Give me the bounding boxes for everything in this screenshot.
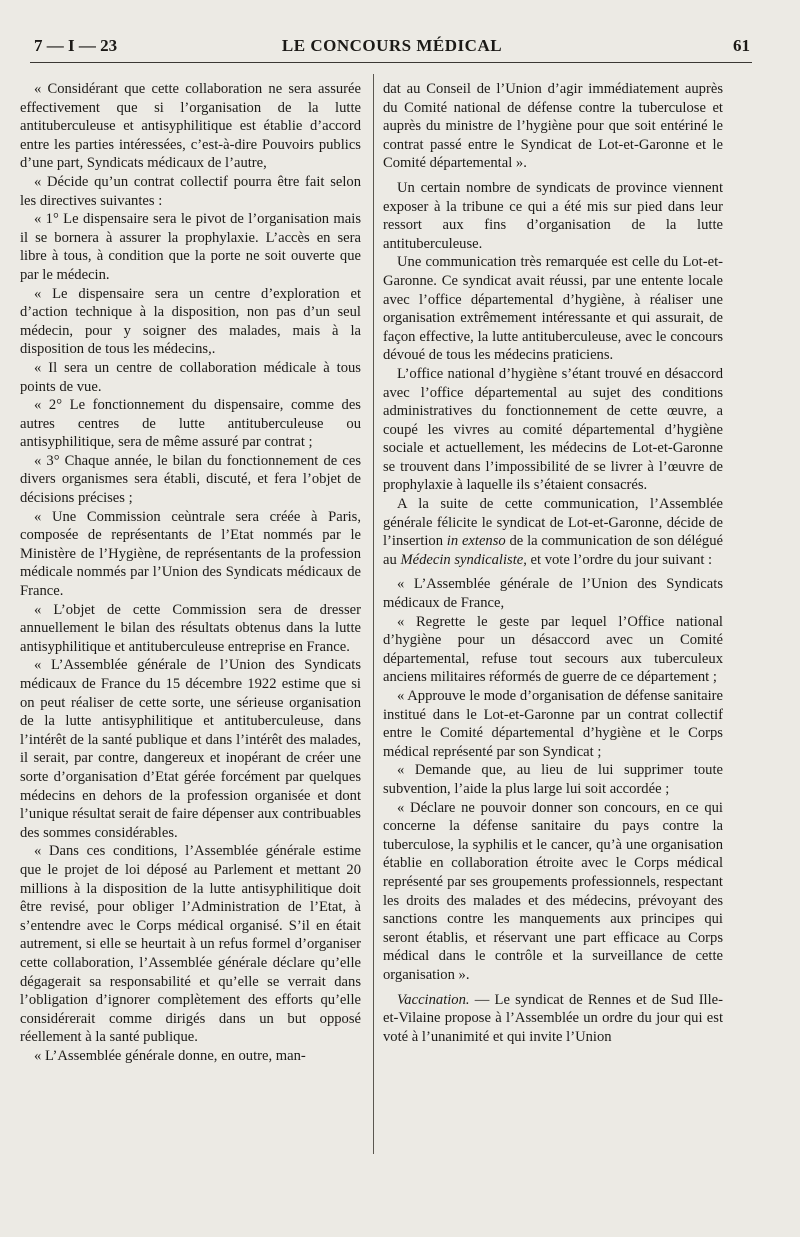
paragraph-text: de la communication de son délégué au — [383, 533, 723, 568]
resolution: « Déclare ne pouvoir donner son concours, en ce qui concerne la défense sanitaire du pays contre la tuberculose, la syphilis et le cancer, qu’à une organisation établie en collaboration étroite avec le Corps médical représenté par ses groupements professionnels, respectant les droits des malades et des médecins, prévoyant des sanctions contre les manquements aux principes qui seront établis, et réservant une part efficace au Corps médical dans le contrôle et la surveillance de cette organisation ». — [383, 799, 723, 983]
paragraph: « L’Assemblée générale de l’Union des Syndicats médicaux de France du 15 décembre 1922 estime que si on peut réaliser de cette sorte, une sérieuse organisation de la lutte antisyphilitique et antituberculeuse, dans l’intérêt de la santé publique et dans l’intérêt des malades, il serait, par contre, dangereux et inopérant de créer une sorte d’organisation d’Etat gérée forcément par quelques médecins en dehors de la profession organisée et dont l’unique résultat serait de faire dépenser aux contribuables des sommes considérables. — [20, 657, 361, 841]
continued-paragraph: dat au Conseil de l’Union d’agir immédiatement auprès du Comité national de défense contre la tuberculose et auprès du ministre de l’hygiène pour que soit entériné le contrat passé entre le Syndicat de Lot-et-Garonne et le Comité départemental ». — [383, 81, 723, 172]
paragraph: « Décide qu’un contrat collectif pourra être fait selon les directives suivantes : — [20, 173, 361, 209]
resolution: « Approuve le mode d’organisation de défense sanitaire institué dans le Lot-et-Garonne par un contrat collectif entre le Comité départemental d’hygiène et le Corps médical représenté par son Syndicat ; — [383, 688, 723, 760]
page-ref: 7 — I — 23 — [34, 36, 118, 55]
section-title: Vaccination. — [397, 991, 470, 1008]
right-column — [383, 80, 723, 1046]
paragraph-text: , et vote l’ordre du jour suivant : — [523, 551, 713, 568]
vaccination-paragraph — [383, 991, 723, 1047]
column-divider — [373, 74, 374, 1154]
paragraph: « L’Assemblée générale donne, en outre, man- — [34, 1047, 306, 1064]
resolution: « Regrette le geste par lequel l’Office national d’hygiène pour un désaccord avec un Comité départemental, refuse tout secours aux tuberculeux anciens militaires réformés de guerre de ce département ; — [383, 613, 723, 686]
paragraph: Une communication très remarquée est celle du Lot-et-Garonne. Ce syndicat avait réussi, par une entente locale avec l’office départemental d’hygiène, à réaliser une organisation extrêmement intéressante et qui assurait, de façon effective, la lutte antituberculeuse, avec le concours dévoué de tous les médecins praticiens. — [383, 254, 723, 364]
paragraph-text: — Le syndicat de Rennes et de Sud Ille-et-Vilaine propose à l’Assemblée un ordre du jour qui est voté à l’unanimité et qui invite l’Union — [383, 991, 723, 1045]
paragraph: « Il sera un centre de collaboration médicale à tous points de vue. — [20, 359, 361, 395]
paragraph-text: A la suite de cette communication, l’Assemblée générale félicite le syndicat de Lot-et-Garonne, décide de l’insertion — [383, 496, 723, 550]
page-header — [34, 36, 750, 58]
paragraph: « Le dispensaire sera un centre d’exploration et d’action technique à la disposition, non pas d’un seul médecin, pour y soigner des malades, mais à la disposition de tous les médecins,. — [20, 285, 361, 358]
page-number: 61 — [733, 36, 750, 55]
resolution: « Demande que, au lieu de lui supprimer toute subvention, l’aide la plus large lui soit accordée ; — [383, 762, 723, 797]
paragraph: « 2° Le fonctionnement du dispensaire, comme des autres centres de lutte antituberculeuse ou antisyphilitique, sera de même assuré par contrat ; — [20, 397, 361, 451]
paragraph: L’office national d’hygiène s’étant trouvé en désaccord avec l’office départemental au sujet des conditions administratives du fonctionnement de cette œuvre, a coupé les vivres au comité départemental d’hygiène sociale et actuellement, les médecins de Lot-et-Garonne se trouvent dans l’impossibilité de se livrer à l’œuvre de prophylaxie à laquelle ils s’étaient consacrés. — [383, 365, 723, 494]
resolution: « L’Assemblée générale de l’Union des Syndicats médicaux de France, — [383, 576, 723, 612]
paragraph — [383, 495, 723, 569]
paragraph: « Considérant que cette collaboration ne sera assurée effectivement que si l’organisation de la lutte antituberculeuse et antisyphilitique est établie d’accord entre les parties intéressées, c’est-à-dire Pouvoirs publics d’une part, Syndicats médicaux de l’autre, — [20, 81, 361, 172]
header-rule — [30, 62, 752, 63]
paragraph: « 1° Le dispensaire sera le pivot de l’organisation mais il se bornera à assurer la prophylaxie. L’accès en sera libre à tous, à condition que la porte ne soit ouverte que par le médecin. — [20, 211, 361, 283]
italic-phrase: Médecin syndicaliste — [400, 551, 524, 568]
left-column — [20, 80, 361, 1065]
paragraph: « L’objet de cette Commission sera de dresser annuellement le bilan des résultats obtenus dans la lutte antisyphilitique et antituberculeuse entreprise en France. — [20, 601, 361, 655]
italic-phrase: in extenso — [446, 533, 506, 550]
paragraph: « 3° Chaque année, le bilan du fonctionnement de ces divers organismes sera établi, discuté, et fera l’objet de décisions précises ; — [20, 452, 361, 507]
paragraph: « Une Commission ceùntrale sera créée à Paris, composée de représentants de l’Etat nommés par le Ministère de l’Hygiène, de représentants de la profession médicale nommés par l’Union des Syndicats médicaux de France. — [20, 508, 361, 600]
journal-title: LE CONCOURS MÉDICAL — [281, 36, 503, 55]
paragraph: « Dans ces conditions, l’Assemblée générale estime que le projet de loi déposé au Parlement et mettant 20 millions à la disposition de la lutte antisyphilitique doit être revisé, pour obliger l’Administration de l’Etat, à s’entendre avec le Corps médical organisé. S’il en était autrement, si elle se heurtait à un refus formel d’organiser cette collaboration, l’Assemblée générale déclare qu’elle dégagerait sa responsabilité et qu’elle se verrait dans l’obligation d’ignorer complètement des efforts qu’elle considérerait comme dirigés dans un but opposé réellement à la santé publique. — [20, 843, 361, 1046]
paragraph: Un certain nombre de syndicats de province viennent exposer à la tribune ce qui a été mis sur pied dans leur ressort aux fins d’organisation de la lutte antituberculeuse. — [383, 179, 723, 252]
